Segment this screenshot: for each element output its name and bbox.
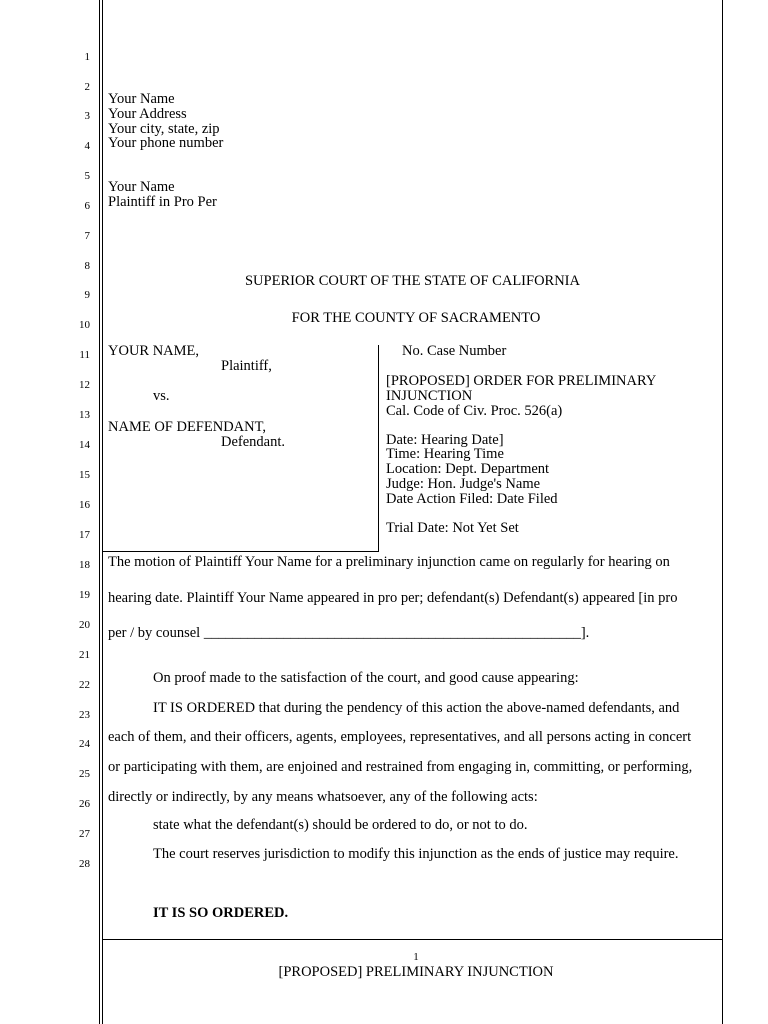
- document-title-line-2: INJUNCTION: [386, 388, 473, 404]
- body-line-24: each of them, and their officers, agents, employees, representatives, and all persons acting in concert: [108, 729, 692, 745]
- body-line-23: IT IS ORDERED that during the pendency of this action the above-named defendants, and: [153, 700, 680, 716]
- line-number: 10: [79, 319, 90, 331]
- defendant-label: Defendant.: [221, 434, 286, 450]
- case-number: No. Case Number: [402, 343, 507, 359]
- line-number: 16: [79, 499, 90, 511]
- footer-rule: [102, 939, 723, 940]
- line-number: 21: [79, 649, 90, 661]
- line-number: 4: [84, 140, 90, 152]
- line-number: 9: [84, 289, 90, 301]
- closing-order: IT IS SO ORDERED.: [153, 905, 289, 921]
- line-number: 27: [79, 828, 90, 840]
- left-margin-rule-outer: [99, 0, 100, 1024]
- body-line-22: On proof made to the satisfaction of the court, and good cause appearing:: [153, 670, 579, 686]
- line-number: 8: [84, 260, 90, 272]
- body-line-27: state what the defendant(s) should be ordered to do, or not to do.: [153, 817, 528, 833]
- caption-divider-horizontal: [102, 551, 379, 552]
- body-line-25: or participating with them, are enjoined and restrained from engaging in, committing, or performing,: [108, 759, 693, 775]
- hearing-date: Date: Hearing Date]: [386, 432, 504, 448]
- right-margin-rule: [722, 0, 723, 1024]
- attorney-phone: Your phone number: [108, 135, 224, 151]
- line-number: 3: [84, 110, 90, 122]
- attorney-name: Your Name: [108, 91, 175, 107]
- date-action-filed: Date Action Filed: Date Filed: [386, 491, 558, 507]
- line-number: 17: [79, 529, 90, 541]
- court-county: FOR THE COUNTY OF SACRAMENTO: [291, 310, 541, 326]
- page-number: 1: [413, 951, 419, 963]
- versus: vs.: [153, 388, 170, 404]
- hearing-location: Location: Dept. Department: [386, 461, 550, 477]
- court-title: SUPERIOR COURT OF THE STATE OF CALIFORNIA: [244, 273, 580, 289]
- trial-date: Trial Date: Not Yet Set: [386, 520, 519, 536]
- line-number: 19: [79, 589, 90, 601]
- line-number: 5: [84, 170, 90, 182]
- plaintiff-label: Plaintiff,: [221, 358, 272, 374]
- line-number: 13: [79, 409, 90, 421]
- line-number: 28: [79, 858, 90, 870]
- caption-divider-vertical: [378, 345, 379, 552]
- body-line-19: hearing date. Plaintiff Your Name appeared in pro per; defendant(s) Defendant(s) appeared [in pro: [108, 590, 678, 606]
- line-number: 1: [84, 51, 90, 63]
- line-number: 14: [79, 439, 90, 451]
- filer-name: Your Name: [108, 179, 175, 195]
- filer-role: Plaintiff in Pro Per: [108, 194, 217, 210]
- line-number: 6: [84, 200, 90, 212]
- line-number: 25: [79, 768, 90, 780]
- line-number: 11: [79, 349, 90, 361]
- left-margin-rule-inner: [102, 0, 103, 1024]
- document-title-line-1: [PROPOSED] ORDER FOR PRELIMINARY: [386, 373, 657, 389]
- line-number: 2: [84, 81, 90, 93]
- judge-name: Judge: Hon. Judge's Name: [386, 476, 541, 492]
- line-number: 26: [79, 798, 90, 810]
- line-number: 7: [84, 230, 90, 242]
- code-citation: Cal. Code of Civ. Proc. 526(a): [386, 403, 563, 419]
- line-number: 24: [79, 738, 90, 750]
- line-number: 12: [79, 379, 90, 391]
- footer-title: [PROPOSED] PRELIMINARY INJUNCTION: [278, 964, 554, 980]
- body-line-18: The motion of Plaintiff Your Name for a preliminary injunction came on regularly for hearing on: [108, 554, 670, 570]
- attorney-city: Your city, state, zip: [108, 121, 220, 137]
- defendant-name: NAME OF DEFENDANT,: [108, 419, 267, 435]
- body-line-28: The court reserves jurisdiction to modify this injunction as the ends of justice may require.: [153, 846, 679, 862]
- line-number: 20: [79, 619, 90, 631]
- line-number: 15: [79, 469, 90, 481]
- body-line-20: per / by counsel ____________________________________________________].: [108, 625, 590, 641]
- attorney-address: Your Address: [108, 106, 187, 122]
- line-number: 22: [79, 679, 90, 691]
- hearing-time: Time: Hearing Time: [386, 446, 504, 462]
- line-number: 18: [79, 559, 90, 571]
- plaintiff-name: YOUR NAME,: [108, 343, 200, 359]
- body-line-26: directly or indirectly, by any means whatsoever, any of the following acts:: [108, 789, 538, 805]
- line-number: 23: [79, 709, 90, 721]
